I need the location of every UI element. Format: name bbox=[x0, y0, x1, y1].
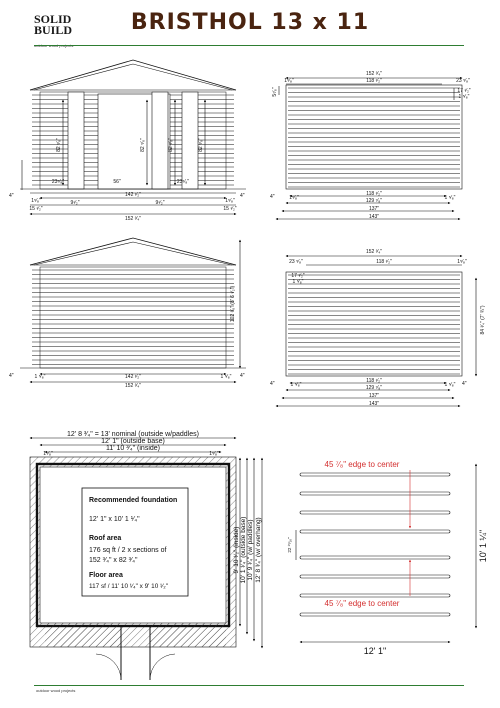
front-post-left: 9¹⁄₂" bbox=[70, 200, 80, 206]
front-post-right: 9¹⁄₂" bbox=[155, 200, 165, 206]
front-base-left: 15 ¹⁄₂" bbox=[29, 206, 43, 212]
side1-left-a: 5⁷⁄₈" bbox=[272, 87, 278, 97]
back-side-4b: 4" bbox=[240, 373, 245, 379]
back-height: 102 ³⁄₈" (8' 6 ¹⁄₂") bbox=[230, 285, 236, 323]
front-height-left: 82 ⁵⁄₈" bbox=[56, 138, 62, 152]
front-width-right: 23⁵⁄₈" bbox=[176, 179, 190, 185]
plan-dim-outside-base: 12' 1" (outside base) bbox=[101, 438, 165, 445]
side2-top-right: 1⁵⁄₈" bbox=[457, 259, 467, 265]
logo-line-2: BUILD bbox=[34, 23, 73, 37]
side1-bottom-143: 143" bbox=[368, 214, 380, 220]
side1-top-inner: 118 ¹⁄₂" bbox=[366, 78, 382, 84]
plan-left-edge: 1⁵⁄₈" bbox=[43, 451, 53, 457]
side1-top-right: 23 ⁵⁄₈" bbox=[456, 78, 470, 84]
front-height-right: 82 ⁵⁄₈" bbox=[198, 138, 204, 152]
front-side-4b: 4" bbox=[240, 193, 245, 199]
floor-area-size: 117 sf / 11' 10 ¹⁄₄" x 9' 10 ¹⁄₂" bbox=[89, 583, 168, 590]
rafter-bar bbox=[300, 511, 450, 514]
side2-top-total: 152 ³⁄₄" bbox=[365, 249, 383, 255]
side2-left-b: 1 ⁵⁄₈" bbox=[292, 279, 304, 285]
front-side-4: 4" bbox=[9, 193, 14, 199]
rafter-bar bbox=[300, 492, 450, 495]
back-inner-width: 142 ¹⁄₂" bbox=[125, 374, 141, 380]
plan-v-paddles: 10' 9 ¹⁄₄" (w/ paddles) bbox=[247, 519, 254, 581]
plan-v-overhang: 12' 8 ³⁄₄" (w/ overhang) bbox=[255, 517, 262, 583]
rafter-bar bbox=[300, 594, 450, 597]
side1-side-4: 4" bbox=[270, 194, 275, 200]
plan-dim-outside-paddles: 12' 8 ³⁄₄" = 13' nominal (outside w/paddles) bbox=[67, 431, 199, 438]
side2-bottom-129: 129 ⁷⁄₈" bbox=[365, 385, 383, 391]
roof-area-line1: 176 sq ft / 2 x sections of bbox=[89, 547, 167, 554]
side1-bottom-left: 1⁵⁄₈" bbox=[289, 195, 299, 201]
rafter-width: 12' 1" bbox=[363, 646, 387, 656]
side1-bottom-right: 1 ⁵⁄₈" bbox=[444, 195, 456, 201]
roof-area-line2: 152 ³⁄₄" x 82 ³⁄₄" bbox=[89, 557, 138, 564]
side2-side-4b: 4" bbox=[462, 381, 467, 387]
front-inner-width: 142 ¹⁄₂" bbox=[125, 192, 141, 198]
floor-area-heading: Floor area bbox=[89, 572, 123, 579]
side1-bottom-inner: 118 ¹⁄₂" bbox=[366, 191, 382, 197]
rafter-height: 10' 1 ¼" bbox=[478, 529, 488, 563]
plan-right-edge: 1⁵⁄₈" bbox=[209, 451, 219, 457]
footer-divider bbox=[34, 685, 464, 686]
side2-bottom-inner: 118 ¹⁄₂" bbox=[366, 378, 382, 384]
front-height-mid1: 82 ⁵⁄₈" bbox=[140, 138, 146, 152]
front-elevation bbox=[20, 60, 246, 214]
rafter-bar bbox=[300, 473, 450, 476]
logo-line-1: SOLID bbox=[34, 12, 72, 26]
rafter-bar bbox=[300, 530, 450, 533]
back-right-edge: 1 ⁵⁄₈" bbox=[220, 374, 232, 380]
side2-side-4: 4" bbox=[270, 381, 275, 387]
side1-bottom-129: 129 ⁷⁄₈" bbox=[365, 198, 383, 204]
foundation-heading: Recommended foundation bbox=[89, 497, 178, 504]
front-width-left: 23⁵⁄₈" bbox=[51, 179, 65, 185]
side2-top-left: 23 ⁵⁄₈" bbox=[289, 259, 303, 265]
plan-v-outside-base: 10' 1 ¹⁄₄" (outside base) bbox=[240, 516, 247, 584]
front-base-right: 15 ¹⁄₂" bbox=[223, 206, 237, 212]
rafter-bar bbox=[300, 556, 450, 559]
side1-top-total: 152 ³⁄₄" bbox=[365, 71, 383, 77]
foundation-size: 12' 1" x 10' 1 ¹⁄₄" bbox=[89, 516, 140, 523]
front-left-edge: 1⁵⁄₈" bbox=[31, 198, 41, 204]
side1-top-left: 1⁵⁄₈" bbox=[284, 78, 294, 84]
side1-bottom-137: 137" bbox=[368, 206, 380, 212]
rafter-layout bbox=[296, 464, 476, 642]
rafter-bar bbox=[300, 575, 450, 578]
plan-dim-inside: 11' 10 ³⁄₄" (inside) bbox=[105, 445, 161, 452]
side2-bottom-137: 137" bbox=[368, 393, 380, 399]
back-elevation bbox=[20, 238, 246, 382]
rafter-bottom-spacing: 45 ⁷⁄₈" edge to center bbox=[324, 599, 400, 608]
back-left-edge: 1 ⁵⁄₈" bbox=[34, 374, 46, 380]
side2-bottom-left: 1 ⁵⁄₈" bbox=[290, 382, 302, 388]
side2-bottom-right: 1 ⁵⁄₈" bbox=[444, 382, 456, 388]
side1-right-a: 17 ¹⁄₂" bbox=[457, 88, 471, 94]
side2-left-a: 17 ¹⁄₂" bbox=[291, 273, 305, 279]
side2-height: 84 ³⁄₄" (7' ¾") bbox=[480, 305, 486, 335]
roof-area-heading: Roof area bbox=[89, 535, 122, 542]
rafter-bar bbox=[300, 613, 450, 616]
plan-v-inside: 9' 10 ¹⁄₂" (inside) bbox=[233, 526, 240, 574]
floor-plan bbox=[30, 438, 262, 680]
rafter-gap: 22 ¹⁵⁄₁₆" bbox=[287, 537, 292, 553]
front-total-width: 152 ³⁄₄" bbox=[124, 216, 142, 222]
side1-right-b: 1 ⁵⁄₈" bbox=[458, 94, 470, 100]
front-right-edge: 1⁵⁄₈" bbox=[225, 198, 235, 204]
rafter-top-spacing: 45 ⁷⁄₈" edge to center bbox=[324, 460, 400, 469]
page-title: BRISTHOL 13 x 11 bbox=[130, 10, 370, 35]
footer-tagline: outdoor wood projects bbox=[36, 688, 76, 693]
back-side-4: 4" bbox=[9, 373, 14, 379]
back-total-width: 152 ³⁄₄" bbox=[124, 383, 142, 389]
side2-top-inner: 118 ¹⁄₂" bbox=[376, 259, 392, 265]
front-width-door: 56" bbox=[113, 179, 121, 185]
front-height-mid2: 82 ⁵⁄₈" bbox=[168, 138, 174, 152]
side2-bottom-143: 143" bbox=[368, 401, 380, 407]
